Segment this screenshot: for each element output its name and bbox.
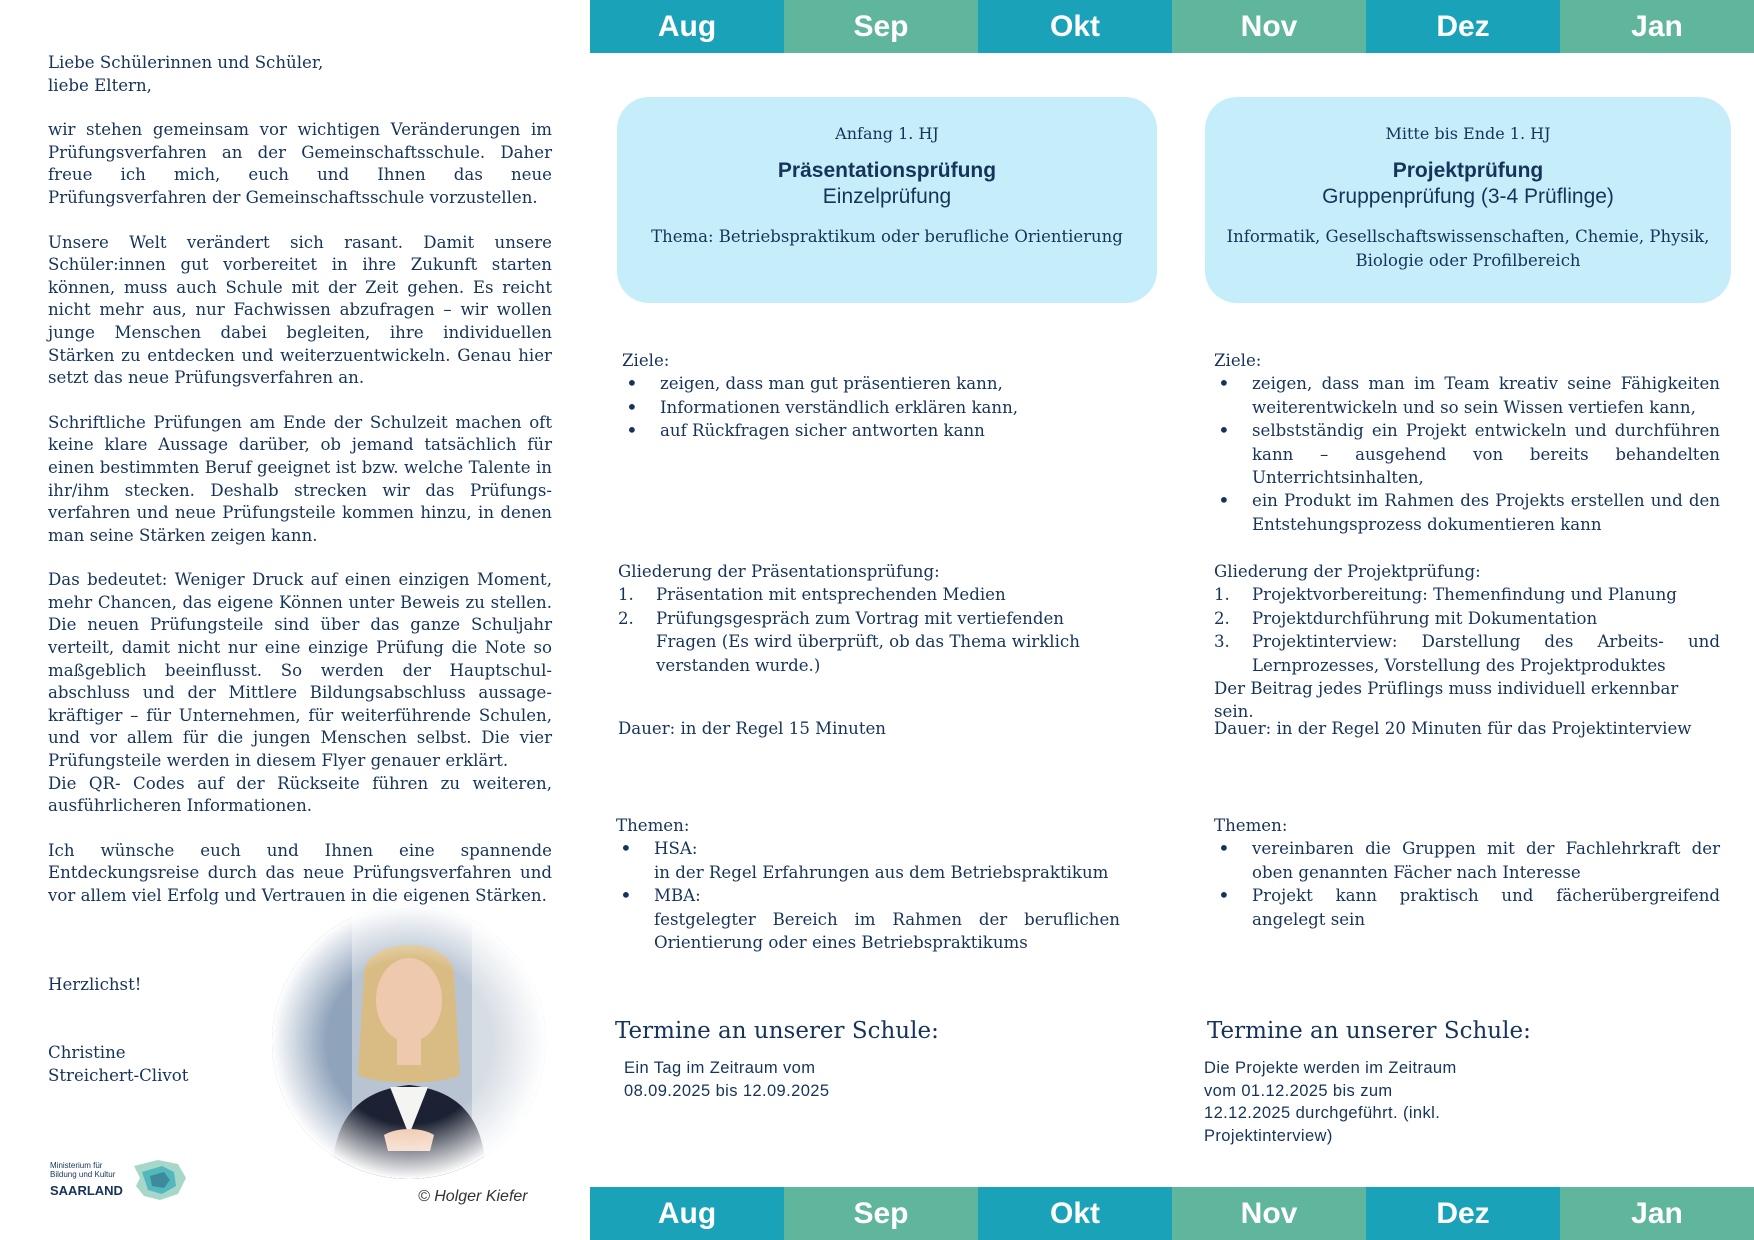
project-topics	[1214, 814, 1720, 931]
letter-paragraph-1: wir stehen gemeinsam vor wichtigen Veränderungen im Prüfungsverfahren an der Gemeinschaftsschule. Daher freue ich mich, euch und Ihnen das neue Prüfungsverfahren der Gemeinschaftsschule vorzustellen.	[48, 120, 552, 207]
project-exam-box	[1205, 97, 1731, 303]
photo-credit: © Holger Kiefer	[418, 1188, 528, 1205]
project-structure	[1214, 560, 1720, 724]
letter-closing: Herzlichst!	[48, 975, 142, 994]
letter-greeting-1: Liebe Schülerinnen und Schüler,	[48, 53, 324, 72]
topic-label: • HSA:	[654, 839, 698, 859]
structure-text: Projektdurchführung mit Dokumentation	[1252, 608, 1598, 628]
presentation-dates-text: Ein Tag im Zeitraum vom 08.09.2025 bis 12.09.2025	[624, 1059, 830, 1100]
structure-item	[618, 607, 1120, 677]
presentation-exam-title: Präsentationsprüfung	[777, 159, 997, 182]
goals-heading: Ziele:	[622, 351, 670, 370]
presentation-structure	[618, 560, 1120, 677]
topic-item	[616, 884, 1120, 954]
month-nov: Nov	[1172, 1187, 1366, 1240]
project-exam-subtitle: Gruppenprüfung (3-4 Prüflinge)	[1322, 185, 1614, 208]
month-sep: Sep	[784, 1187, 978, 1240]
month-dez: Dez	[1366, 0, 1560, 53]
structure-item	[618, 583, 1120, 606]
structure-note: Der Beitrag jedes Prüflings muss individuell erkennbar sein.	[1214, 679, 1679, 722]
month-bar-bottom	[590, 1187, 1754, 1240]
signature-last-name: Streichert-Clivot	[48, 1065, 189, 1085]
letter-greeting-2: liebe Eltern,	[48, 75, 152, 95]
project-dates-text: Die Projekte werden im Zeitraum vom 01.12.2025 bis zum 12.12.2025 durchgeführt. (inkl. Projektinterview)	[1204, 1059, 1457, 1145]
structure-number: 1.	[1214, 585, 1230, 605]
topics-heading: Themen:	[1214, 816, 1288, 835]
signature-first-name: Christine	[48, 1043, 126, 1062]
project-duration: Dauer: in der Regel 20 Minuten für das Projektinterview	[1214, 719, 1692, 738]
letter-paragraph-3: Schriftliche Prüfungen am Ende der Schulzeit machen oft keine klare Aussage darüber, ob jemand tatsächlich für einen bestimmten Beruf geeignet ist bzw. welche Talente in ihr/ihm stecken. Deshalb strecken wir das Prüfungs-verfahren und neue Prüfungsteile kommen hinzu, in denen man seine Stärken zeigen kann.	[48, 412, 552, 545]
structure-text: Projektvorbereitung: Themenfindung und Planung	[1252, 585, 1677, 605]
welcome-letter	[48, 52, 552, 908]
month-nov: Nov	[1172, 0, 1366, 53]
presentation-exam-subtitle: Einzelprüfung	[822, 185, 952, 208]
structure-number: 2.	[1214, 608, 1230, 628]
topic-item: • Projekt kann praktisch und fächerübergreifend angelegt sein	[1214, 884, 1720, 931]
goal-item: • Informationen verständlich erklären kann,	[622, 396, 1122, 419]
month-jan: Jan	[1560, 0, 1754, 53]
structure-text: Projektinterview: Darstellung des Arbeits- und Lernprozesses, Vorstellung des Projektproduktes	[1252, 632, 1720, 675]
logo-line-2: Bildung und Kultur	[50, 1170, 116, 1179]
ministry-logo	[48, 1158, 188, 1202]
goal-item: • zeigen, dass man im Team kreativ seine Fähigkeiten weiterentwickeln und so sein Wissen vertiefen kann,	[1214, 372, 1720, 419]
presentation-exam-box	[617, 97, 1157, 303]
presentation-goals	[622, 349, 1122, 443]
project-exam-theme: Informatik, Gesellschaftswissenschaften, Chemie, Physik, Biologie oder Profilbereich	[1226, 227, 1710, 270]
structure-number: 2.	[618, 608, 634, 628]
topic-text: festgelegter Bereich im Rahmen der beruflichen Orientierung oder eines Betriebspraktikums	[654, 909, 1120, 953]
month-jan: Jan	[1560, 1187, 1754, 1240]
presentation-duration: Dauer: in der Regel 15 Minuten	[618, 719, 886, 738]
goal-item: • zeigen, dass man gut präsentieren kann,	[622, 372, 1122, 395]
presentation-topics	[616, 814, 1120, 954]
month-dez: Dez	[1366, 1187, 1560, 1240]
month-bar-top	[590, 0, 1754, 53]
presentation-dates-heading: Termine an unserer Schule:	[615, 1018, 939, 1044]
goal-item: • ein Produkt im Rahmen des Projekts erstellen und den Entstehungsprozess dokumentieren kann	[1214, 489, 1720, 536]
presentation-timing: Anfang 1. HJ	[835, 124, 939, 143]
portrait-illustration	[272, 905, 546, 1179]
letter-signature	[48, 1042, 188, 1087]
letter-paragraph-4: Das bedeutet: Weniger Druck auf einen einzigen Moment, mehr Chancen, das eigene Können unter Beweis zu stellen. Die neuen Prüfungsteile sind über das ganze Schuljahr verteilt, damit nicht nur eine einzige Prüfung die Note so maßgeblich beeinflusst. So werden der Hauptschul-abschluss und der Mittlere Bildungsabschluss aussage-kräftiger – für Unternehmen, für weiterführende Schulen, und vor allem für die jungen Menschen selbst. Die vier Prüfungsteile werden in diesem Flyer genauer erklärt.	[48, 570, 552, 771]
month-sep: Sep	[784, 0, 978, 53]
structure-item	[1214, 583, 1720, 606]
topic-text: in der Regel Erfahrungen aus dem Betriebspraktikum	[654, 862, 1109, 882]
project-exam-title: Projektprüfung	[1392, 159, 1544, 182]
topic-item: • vereinbaren die Gruppen mit der Fachlehrkraft der oben genannten Fächer nach Interesse	[1214, 837, 1720, 884]
letter-paragraph-2: Unsere Welt verändert sich rasant. Damit unsere Schüler:innen gut vorbereitet in ihre Zukunft starten können, muss auch Schule mit der Zeit gehen. Es reicht nicht mehr aus, nur Fachwissen abzufragen – wir wollen junge Menschen dabei begleiten, ihre individuellen Stärken zu entdecken und weiterzuentwickeln. Genau hier setzt das neue Prüfungsverfahren an.	[48, 232, 552, 388]
structure-item	[1214, 607, 1720, 630]
structure-heading: Gliederung der Präsentationsprüfung:	[618, 562, 940, 581]
portrait-photo	[272, 905, 546, 1179]
structure-text: Präsentation mit entsprechenden Medien	[656, 585, 1006, 605]
month-okt: Okt	[978, 0, 1172, 53]
month-aug: Aug	[590, 1187, 784, 1240]
logo-line-1: Ministerium für	[50, 1161, 103, 1170]
goal-item: • selbstständig ein Projekt entwickeln und durchführen kann – ausgehend von bereits behandelten Unterrichtsinhalten,	[1214, 419, 1720, 489]
presentation-exam-theme: Thema: Betriebspraktikum oder berufliche Orientierung	[651, 227, 1123, 246]
structure-heading: Gliederung der Projektprüfung:	[1214, 562, 1481, 581]
structure-number: 3.	[1214, 632, 1230, 652]
topics-heading: Themen:	[616, 816, 690, 835]
month-aug: Aug	[590, 0, 784, 53]
logo-saarland: SAARLAND	[50, 1183, 123, 1198]
letter-paragraph-6: Ich wünsche euch und Ihnen eine spannende Entdeckungsreise durch das neue Prüfungsverfahren und vor allem viel Erfolg und Vertrauen in die eigenen Stärken.	[48, 840, 552, 905]
topic-item	[616, 837, 1120, 884]
project-timing: Mitte bis Ende 1. HJ	[1385, 124, 1551, 143]
structure-text: Prüfungsgespräch zum Vortrag mit vertiefenden Fragen (Es wird überprüft, ob das Thema wirklich verstanden wurde.)	[656, 608, 1080, 675]
month-okt: Okt	[978, 1187, 1172, 1240]
goal-item: • auf Rückfragen sicher antworten kann	[622, 419, 1122, 442]
topic-label: • MBA:	[654, 886, 701, 906]
structure-item	[1214, 630, 1720, 677]
structure-number: 1.	[618, 585, 634, 605]
project-dates-heading: Termine an unserer Schule:	[1207, 1018, 1531, 1044]
project-goals	[1214, 349, 1720, 536]
saarland-map-icon	[128, 1158, 190, 1202]
letter-paragraph-5: Die QR- Codes auf der Rückseite führen zu weiteren, ausführlicheren Informationen.	[48, 773, 552, 816]
goals-heading: Ziele:	[1214, 351, 1262, 370]
